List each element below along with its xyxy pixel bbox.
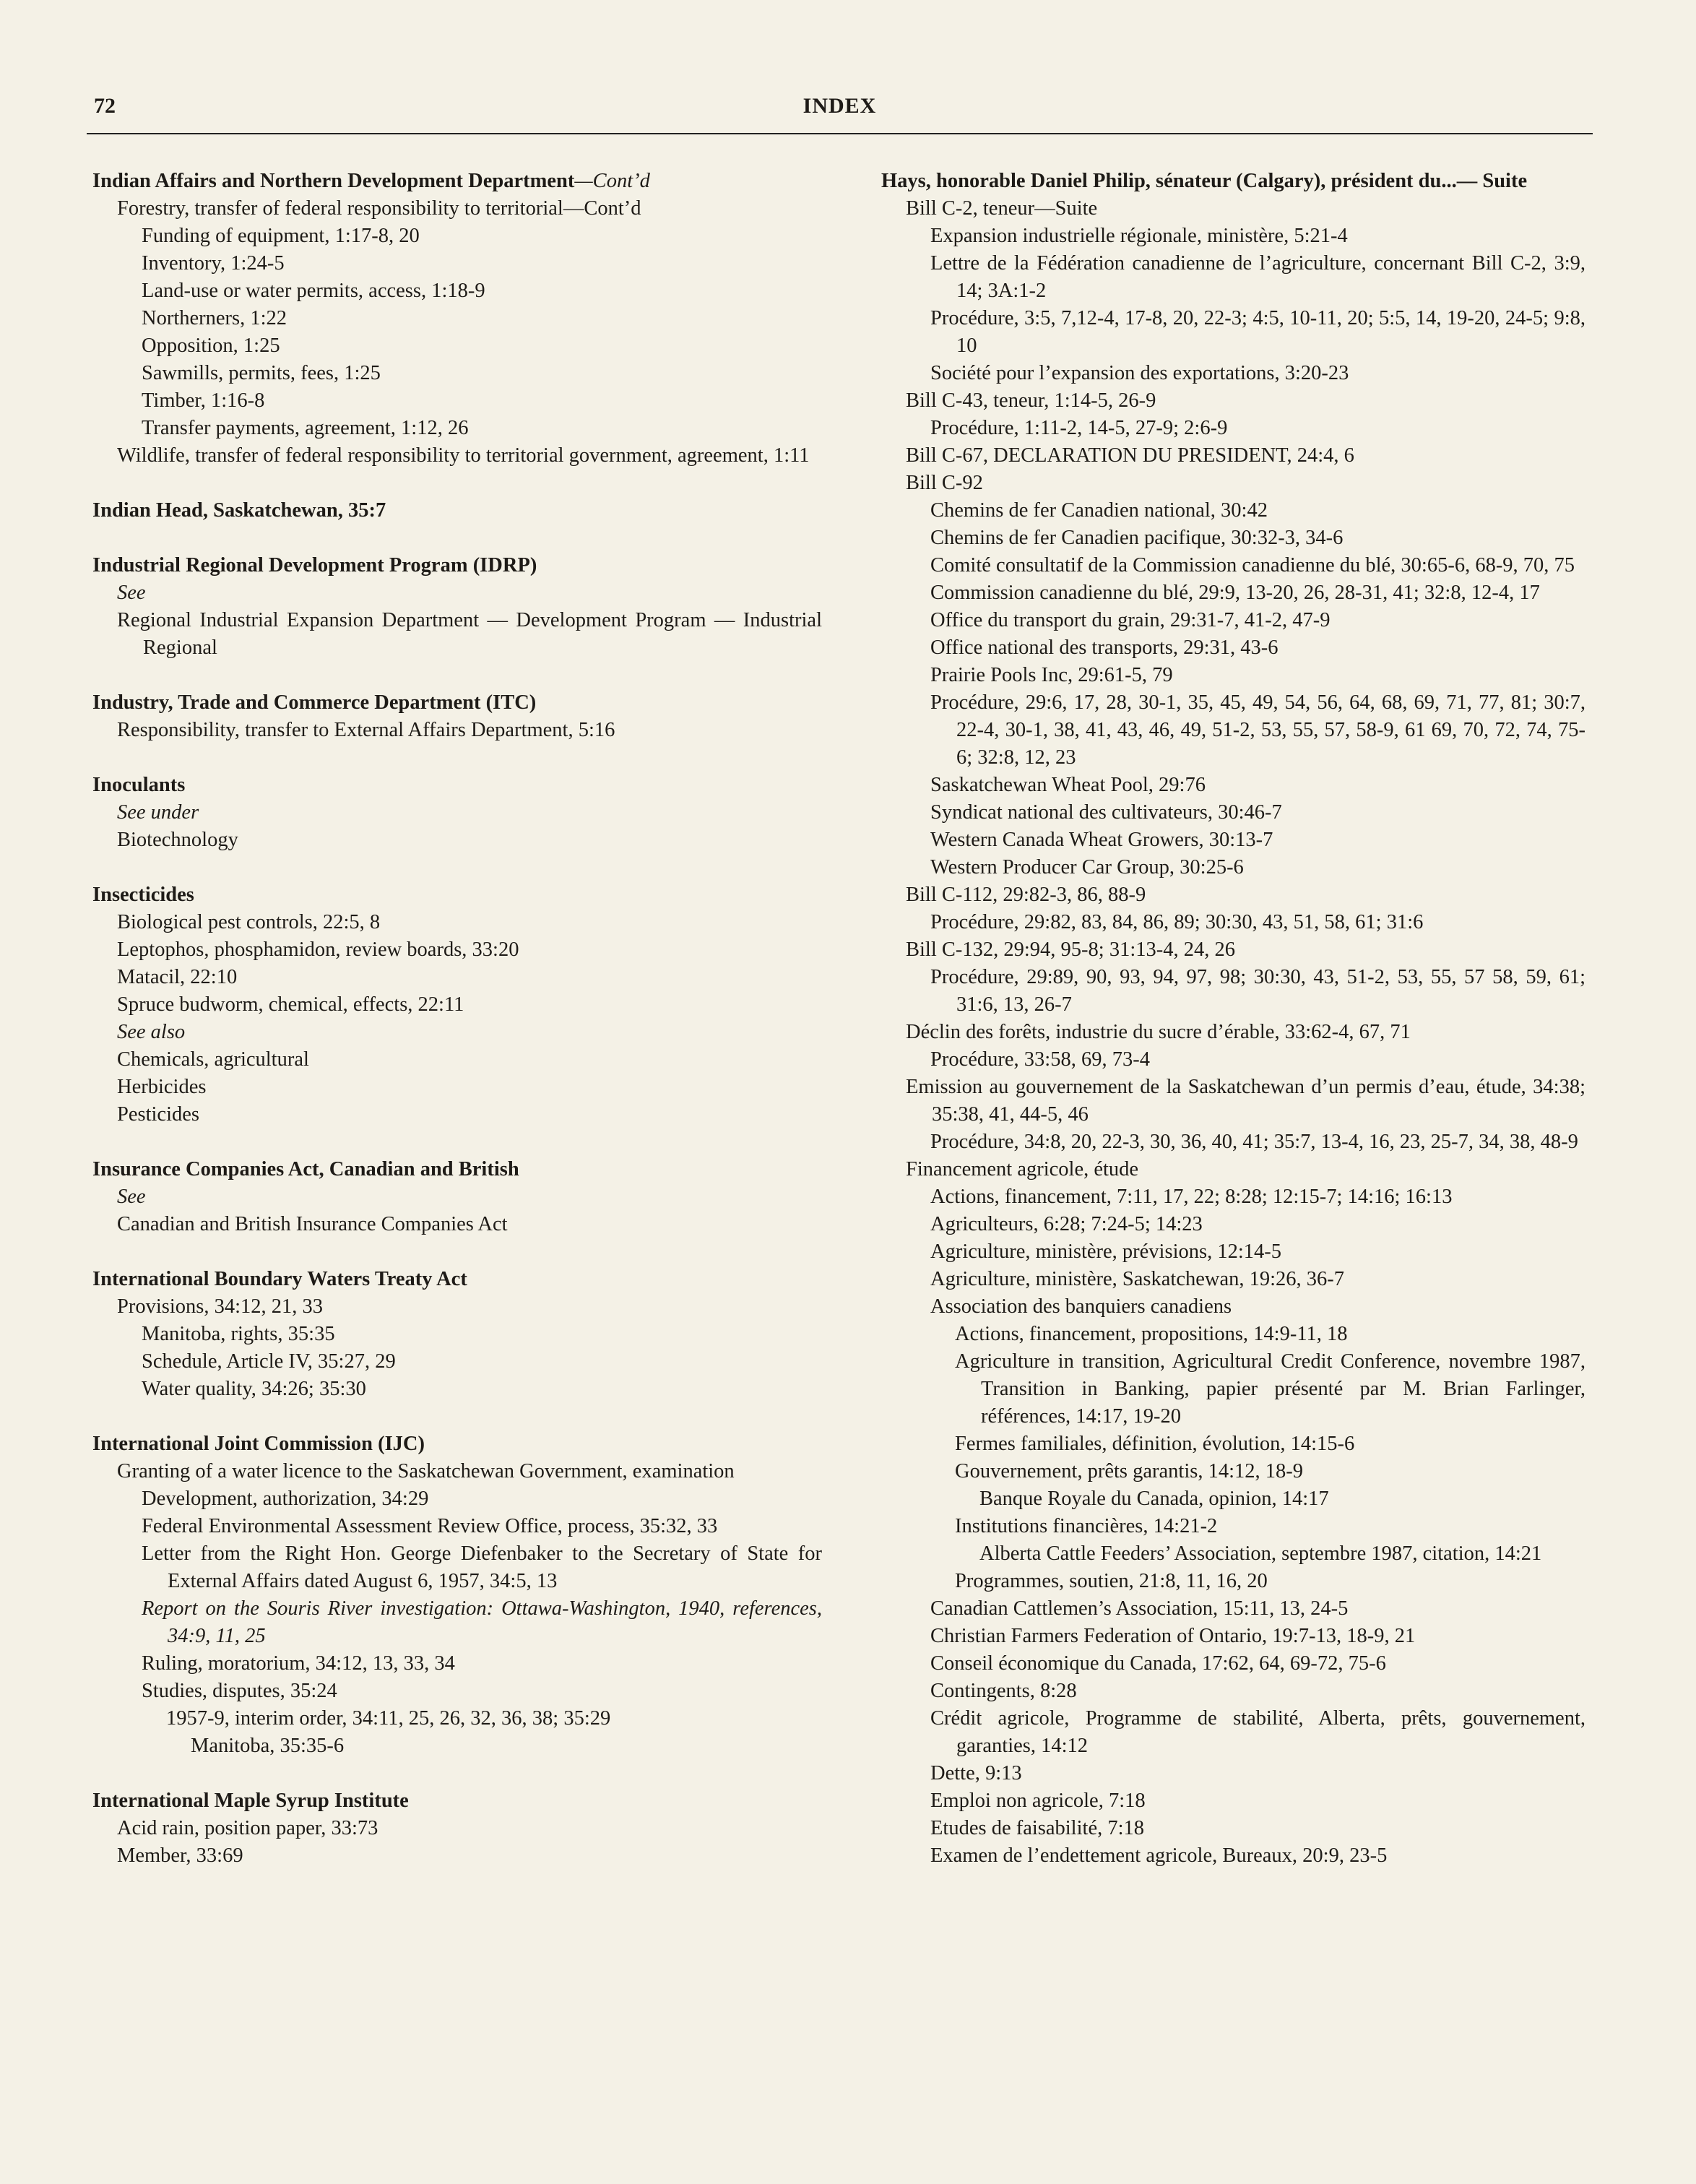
- entry-subline: Bill C-132, 29:94, 95-8; 31:13-4, 24, 26: [906, 938, 1235, 961]
- index-entry: [92, 1266, 822, 1403]
- entry-subline: Northerners, 1:22: [142, 307, 287, 329]
- entry-subline: Société pour l’expansion des exportations, 3:20-23: [930, 362, 1349, 384]
- entry-subline: Procédure, 29:89, 90, 93, 94, 97, 98; 30:30, 43, 51-2, 53, 55, 57 58, 59, 61; 31:6, 13, 26-7: [930, 966, 1585, 1016]
- index-entry: [92, 552, 822, 662]
- index-entry: [881, 168, 1585, 1870]
- entry-subline: Herbicides: [117, 1076, 207, 1098]
- entry-heading-text: Industrial Regional Development Program (IDRP): [92, 554, 537, 577]
- entry-subline: Programmes, soutien, 21:8, 11, 16, 20: [955, 1570, 1268, 1592]
- index-entry: [92, 689, 822, 744]
- entry-subline: Inventory, 1:24-5: [142, 252, 285, 275]
- entry-subline: Examen de l’endettement agricole, Bureaux, 20:9, 23-5: [930, 1844, 1388, 1867]
- entry-subline: Procédure, 33:58, 69, 73-4: [930, 1048, 1150, 1071]
- entry-subline: Agriculture, ministère, Saskatchewan, 19:26, 36-7: [930, 1268, 1345, 1290]
- entry-heading-text: Insecticides: [92, 884, 194, 906]
- index-entry: [92, 497, 822, 525]
- entry-heading: [92, 1266, 822, 1293]
- entry-subline: 1957-9, interim order, 34:11, 25, 26, 32, 36, 38; 35:29: [166, 1707, 611, 1730]
- entry-heading-text: Insurance Companies Act, Canadian and British: [92, 1158, 519, 1181]
- entry-subline: Gouvernement, prêts garantis, 14:12, 18-9: [955, 1460, 1304, 1482]
- entry-subline: Procédure, 29:6, 17, 28, 30-1, 35, 45, 49, 54, 56, 64, 68, 69, 71, 77, 81; 30:7, 22-4, 30-1, 38, 41, 43, 46, 49, 51-2, 53, 55, 57, 58-9, 61 69, 70, 72, 74, 75-6; 32:8, 12, 23: [930, 691, 1585, 769]
- entry-subline: Biotechnology: [117, 829, 238, 851]
- entry-subline: Banque Royale du Canada, opinion, 14:17: [979, 1488, 1329, 1510]
- entry-heading-text: Inoculants: [92, 774, 186, 796]
- entry-heading: [92, 1787, 822, 1815]
- entry-subline: Etudes de faisabilité, 7:18: [930, 1817, 1145, 1839]
- index-entry: [92, 1787, 822, 1870]
- entry-subline: Western Canada Wheat Growers, 30:13-7: [930, 829, 1273, 851]
- entry-subline: See under: [117, 801, 199, 824]
- entry-subline: Provisions, 34:12, 21, 33: [117, 1295, 324, 1318]
- entry-subline: Alberta Cattle Feeders’ Association, septembre 1987, citation, 14:21: [979, 1542, 1542, 1565]
- entry-subline: Development, authorization, 34:29: [142, 1488, 429, 1510]
- entry-heading: [92, 497, 822, 525]
- entry-subline: Actions, financement, 7:11, 17, 22; 8:28; 12:15-7; 14:16; 16:13: [930, 1186, 1453, 1208]
- entry-subline: Comité consultatif de la Commission canadienne du blé, 30:65-6, 68-9, 70, 75: [930, 554, 1575, 577]
- entry-subline: Dette, 9:13: [930, 1762, 1022, 1784]
- entry-heading-text: Industry, Trade and Commerce Department (ITC): [92, 691, 537, 714]
- entry-subline: Spruce budworm, chemical, effects, 22:11: [117, 993, 464, 1016]
- entry-subline: Emission au gouvernement de la Saskatchewan d’un permis d’eau, étude, 34:38; 35:38, 41, 44-5, 46: [906, 1076, 1585, 1126]
- entry-subline: Actions, financement, propositions, 14:9-11, 18: [955, 1323, 1348, 1345]
- entry-subline: Land-use or water permits, access, 1:18-9: [142, 280, 485, 302]
- entry-subline: Responsibility, transfer to External Affairs Department, 5:16: [117, 719, 615, 741]
- entry-subline: Western Producer Car Group, 30:25-6: [930, 856, 1244, 879]
- entry-heading: [92, 1156, 822, 1183]
- entry-heading-text: International Maple Syrup Institute: [92, 1790, 409, 1812]
- entry-subline: Schedule, Article IV, 35:27, 29: [142, 1350, 396, 1373]
- entry-subline: Lettre de la Fédération canadienne de l’agriculture, concernant Bill C-2, 3:9, 14; 3A:1-2: [930, 252, 1585, 302]
- index-entry: [92, 1430, 822, 1760]
- entry-subline: See: [117, 582, 146, 604]
- entry-subline: Expansion industrielle régionale, ministère, 5:21-4: [930, 225, 1348, 247]
- entry-subline: Procédure, 3:5, 7,12-4, 17-8, 20, 22-3; 4:5, 10-11, 20; 5:5, 14, 19-20, 24-5; 9:8, 10: [930, 307, 1585, 357]
- index-entry: [92, 168, 822, 470]
- entry-subline: Sawmills, permits, fees, 1:25: [142, 362, 381, 384]
- entry-subline: Manitoba, 35:35-6: [191, 1735, 345, 1757]
- entry-heading: [92, 552, 822, 579]
- entry-subline: Opposition, 1:25: [142, 334, 280, 357]
- entry-subline: Timber, 1:16-8: [142, 389, 265, 412]
- entry-subline: Chemicals, agricultural: [117, 1048, 309, 1071]
- entry-subline: Letter from the Right Hon. George Diefenbaker to the Secretary of State for External Affairs dated August 6, 1957, 34:5, 13: [142, 1542, 822, 1592]
- entry-heading-text: International Boundary Waters Treaty Act: [92, 1268, 467, 1290]
- entry-subline: Biological pest controls, 22:5, 8: [117, 911, 381, 933]
- entry-subline: Pesticides: [117, 1103, 199, 1126]
- entry-subline: Transfer payments, agreement, 1:12, 26: [142, 417, 469, 439]
- entry-subline: Office national des transports, 29:31, 43-6: [930, 636, 1279, 659]
- entry-heading-suffix: —Cont’d: [574, 170, 650, 192]
- entry-heading-text: Indian Affairs and Northern Development Department: [92, 170, 575, 192]
- entry-subline: Procédure, 1:11-2, 14-5, 27-9; 2:6-9: [930, 417, 1228, 439]
- entry-heading: [881, 168, 1585, 195]
- index-entry: [92, 881, 822, 1128]
- entry-subline: Wildlife, transfer of federal responsibility to territorial government, agreement, 1:11: [117, 444, 810, 467]
- entry-subline: Federal Environmental Assessment Review Office, process, 35:32, 33: [142, 1515, 718, 1537]
- entry-heading-text: Hays, honorable Daniel Philip, sénateur (Calgary), président du...— Suite: [881, 170, 1528, 192]
- entry-subline: Regional Industrial Expansion Department — Development Program — Industrial Regional: [117, 609, 822, 659]
- entry-subline: Granting of a water licence to the Saskatchewan Government, examination: [117, 1460, 735, 1482]
- entry-subline: Funding of equipment, 1:17-8, 20: [142, 225, 420, 247]
- entry-subline: Chemins de fer Canadien national, 30:42: [930, 499, 1268, 522]
- entry-subline: Syndicat national des cultivateurs, 30:46-7: [930, 801, 1282, 824]
- entry-heading: [92, 689, 822, 717]
- page-number: 72: [94, 94, 116, 118]
- entry-subline: Bill C-43, teneur, 1:14-5, 26-9: [906, 389, 1156, 412]
- entry-heading: [92, 168, 822, 195]
- entry-subline: Bill C-2, teneur—Suite: [906, 197, 1098, 220]
- entry-subline: Bill C-67, DECLARATION DU PRESIDENT, 24:4, 6: [906, 444, 1354, 467]
- entry-subline: Member, 33:69: [117, 1844, 243, 1867]
- entry-subline: Manitoba, rights, 35:35: [142, 1323, 335, 1345]
- entry-heading: [92, 1430, 822, 1458]
- entry-subline: See: [117, 1186, 146, 1208]
- entry-subline: Déclin des forêts, industrie du sucre d’érable, 33:62-4, 67, 71: [906, 1021, 1411, 1043]
- entry-subline: Matacil, 22:10: [117, 966, 238, 988]
- entry-heading: [92, 881, 822, 909]
- entry-subline: Forestry, transfer of federal responsibility to territorial—Cont’d: [117, 197, 641, 220]
- entry-heading-text: International Joint Commission (IJC): [92, 1433, 425, 1455]
- entry-subline: Association des banquiers canadiens: [930, 1295, 1232, 1318]
- entry-subline: Agriculteurs, 6:28; 7:24-5; 14:23: [930, 1213, 1203, 1235]
- entry-subline: Bill C-92: [906, 472, 983, 494]
- entry-subline: Water quality, 34:26; 35:30: [142, 1378, 366, 1400]
- entry-subline: Canadian and British Insurance Companies Act: [117, 1213, 508, 1235]
- index-entry: [92, 772, 822, 854]
- entry-subline: Office du transport du grain, 29:31-7, 41-2, 47-9: [930, 609, 1331, 631]
- entry-heading-text: Indian Head, Saskatchewan, 35:7: [92, 499, 386, 522]
- entry-subline: Leptophos, phosphamidon, review boards, 33:20: [117, 938, 519, 961]
- entry-subline: Canadian Cattlemen’s Association, 15:11, 13, 24-5: [930, 1597, 1349, 1620]
- entry-subline: Christian Farmers Federation of Ontario, 19:7-13, 18-9, 21: [930, 1625, 1416, 1647]
- entry-subline: Chemins de fer Canadien pacifique, 30:32-3, 34-6: [930, 527, 1344, 549]
- index-entry: [92, 1156, 822, 1238]
- entry-subline: Prairie Pools Inc, 29:61-5, 79: [930, 664, 1173, 686]
- entry-subline: Crédit agricole, Programme de stabilité, Alberta, prêts, gouvernement, garanties, 14:12: [930, 1707, 1585, 1757]
- entry-subline: Studies, disputes, 35:24: [142, 1680, 337, 1702]
- entry-subline: Conseil économique du Canada, 17:62, 64, 69-72, 75-6: [930, 1652, 1386, 1675]
- right-column: [881, 168, 1585, 1870]
- entry-subline: Contingents, 8:28: [930, 1680, 1077, 1702]
- entry-subline: Fermes familiales, définition, évolution, 14:15-6: [955, 1433, 1355, 1455]
- page-title: INDEX: [802, 94, 877, 118]
- entry-subline: Agriculture, ministère, prévisions, 12:14-5: [930, 1240, 1281, 1263]
- entry-subline: Financement agricole, étude: [906, 1158, 1139, 1181]
- entry-subline: Procédure, 34:8, 20, 22-3, 30, 36, 40, 41; 35:7, 13-4, 16, 23, 25-7, 34, 38, 48-9: [930, 1131, 1578, 1153]
- entry-subline: Saskatchewan Wheat Pool, 29:76: [930, 774, 1206, 796]
- left-column: [92, 168, 822, 1897]
- entry-subline: Bill C-112, 29:82-3, 86, 88-9: [906, 884, 1146, 906]
- entry-subline: Report on the Souris River investigation: Ottawa-Washington, 1940, references, 34:9, 11, 25: [142, 1597, 822, 1647]
- entry-subline: Agriculture in transition, Agricultural Credit Conference, novembre 1987, Transition in Banking, papier présenté par M. Brian Farlinger, références, 14:17, 19-20: [955, 1350, 1585, 1428]
- entry-subline: See also: [117, 1021, 186, 1043]
- entry-subline: Emploi non agricole, 7:18: [930, 1790, 1146, 1812]
- page-header: [87, 92, 1593, 134]
- entry-subline: Acid rain, position paper, 33:73: [117, 1817, 378, 1839]
- entry-subline: Ruling, moratorium, 34:12, 13, 33, 34: [142, 1652, 455, 1675]
- entry-subline: Procédure, 29:82, 83, 84, 86, 89; 30:30, 43, 51, 58, 61; 31:6: [930, 911, 1424, 933]
- entry-subline: Commission canadienne du blé, 29:9, 13-20, 26, 28-31, 41; 32:8, 12-4, 17: [930, 582, 1540, 604]
- entry-heading: [92, 772, 822, 799]
- entry-subline: Institutions financières, 14:21-2: [955, 1515, 1218, 1537]
